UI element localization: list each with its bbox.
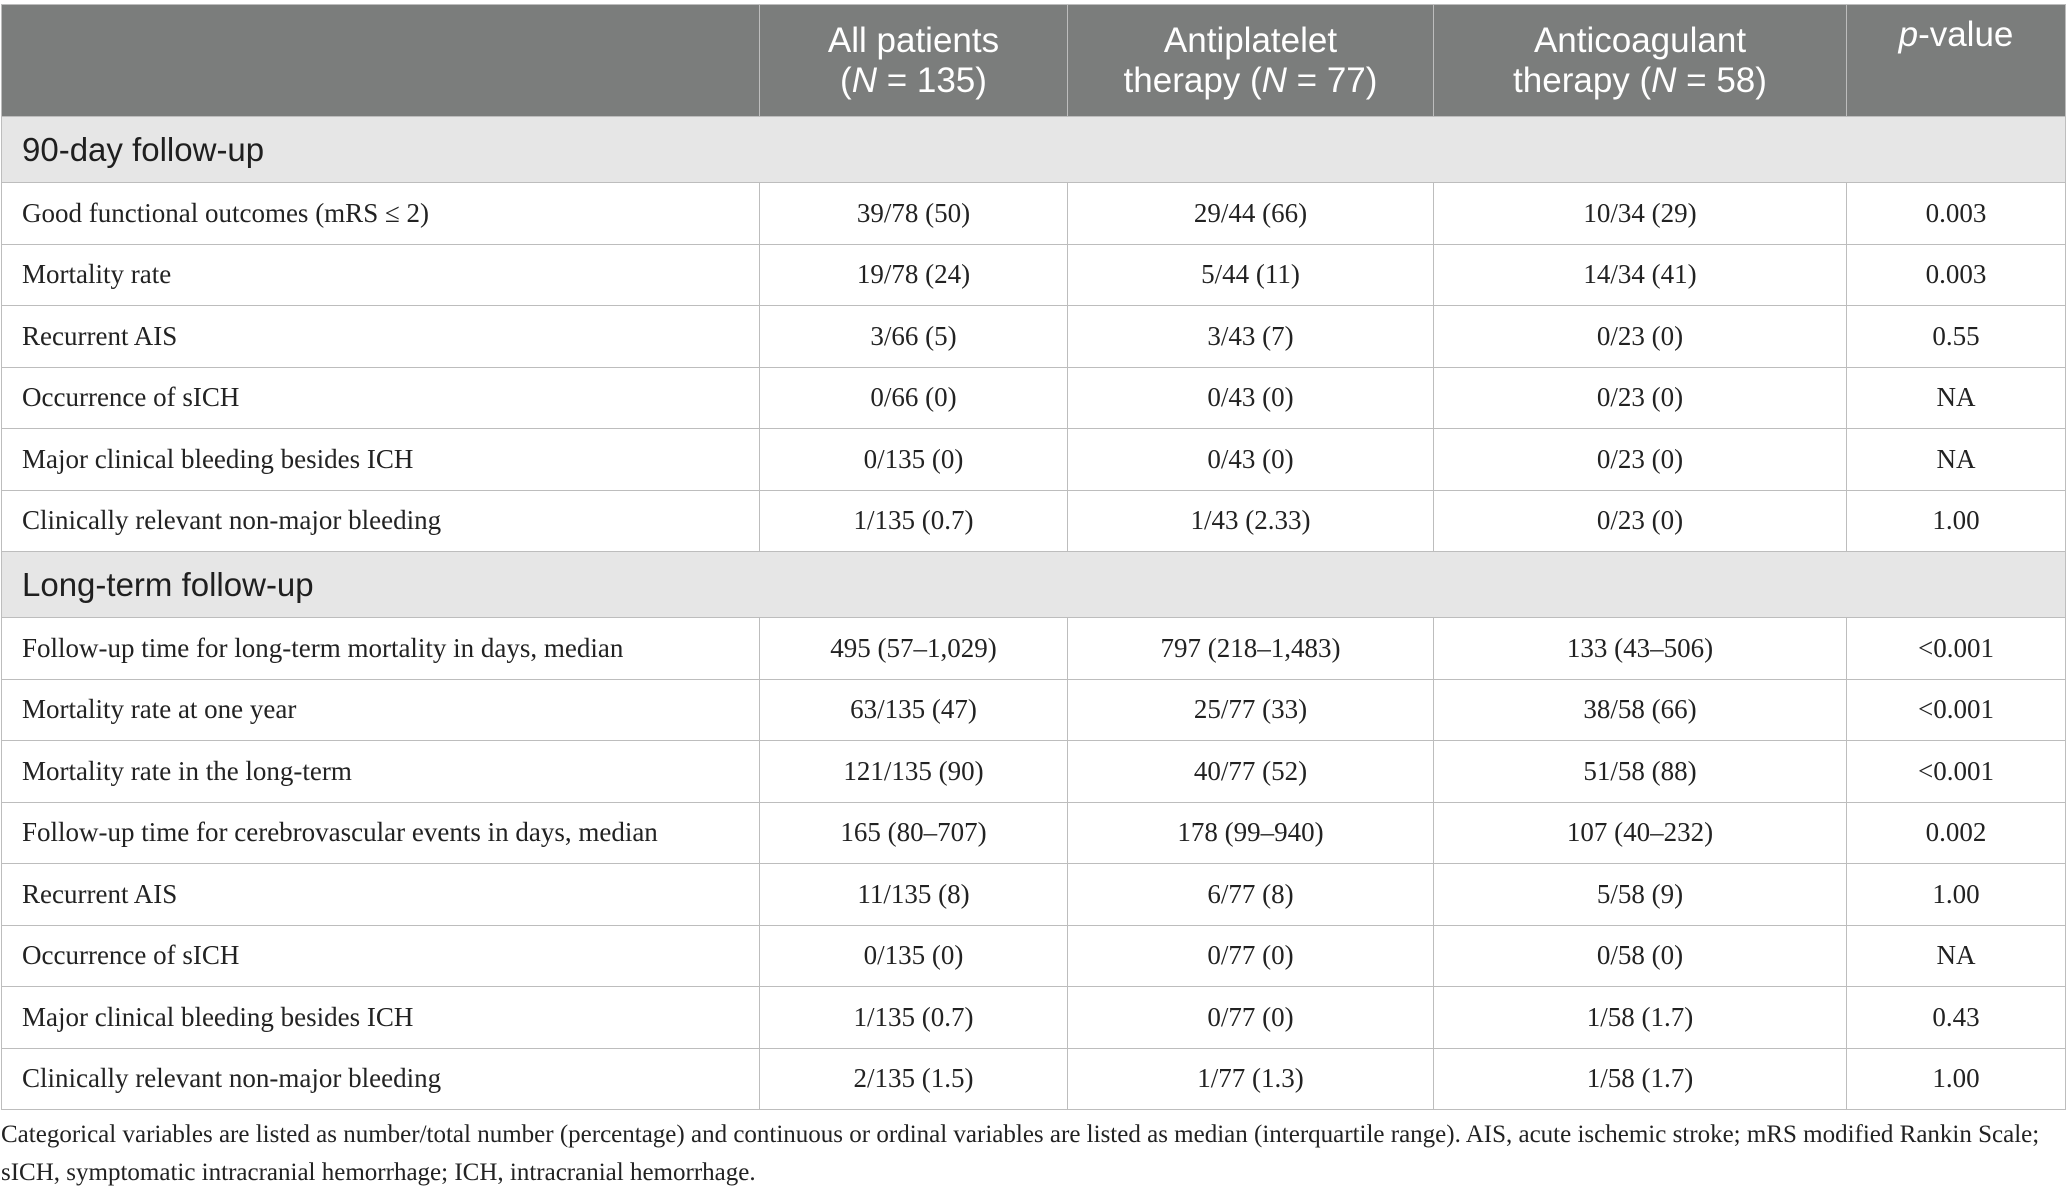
header-anticoagulant — [1434, 5, 1847, 117]
p-value-cell: NA — [1847, 367, 2066, 429]
anticoagulant-cell: 0/58 (0) — [1434, 925, 1847, 987]
p-value-cell: 0.003 — [1847, 244, 2066, 306]
all-patients-cell: 19/78 (24) — [760, 244, 1068, 306]
anticoagulant-cell: 1/58 (1.7) — [1434, 1048, 1847, 1110]
p-value-cell: 1.00 — [1847, 490, 2066, 552]
table-header — [2, 5, 2066, 117]
row-label: Mortality rate in the long-term — [2, 741, 760, 803]
all-patients-cell: 3/66 (5) — [760, 306, 1068, 368]
anticoagulant-cell: 0/23 (0) — [1434, 367, 1847, 429]
all-patients-cell: 2/135 (1.5) — [760, 1048, 1068, 1110]
row-label: Good functional outcomes (mRS ≤ 2) — [2, 183, 760, 245]
header-blank-cell — [2, 5, 760, 117]
all-patients-cell: 39/78 (50) — [760, 183, 1068, 245]
p-value-cell: 0.002 — [1847, 802, 2066, 864]
table-row — [2, 802, 2066, 864]
p-value-cell: <0.001 — [1847, 741, 2066, 803]
row-label: Mortality rate at one year — [2, 679, 760, 741]
row-label: Clinically relevant non-major bleeding — [2, 1048, 760, 1110]
row-label: Clinically relevant non-major bleeding — [2, 490, 760, 552]
antiplatelet-cell: 0/43 (0) — [1068, 367, 1434, 429]
table-row — [2, 1048, 2066, 1110]
table-row — [2, 306, 2066, 368]
anticoagulant-cell: 5/58 (9) — [1434, 864, 1847, 926]
section-header-row — [2, 552, 2066, 618]
anticoagulant-cell: 51/58 (88) — [1434, 741, 1847, 803]
p-value-cell: 1.00 — [1847, 1048, 2066, 1110]
p-value-cell: 0.003 — [1847, 183, 2066, 245]
header-anticoagulant-n-value: = 58) — [1676, 60, 1767, 100]
header-antiplatelet-n-symbol: N — [1261, 60, 1287, 100]
anticoagulant-cell: 0/23 (0) — [1434, 490, 1847, 552]
header-p-value — [1847, 5, 2066, 117]
p-value-cell: NA — [1847, 429, 2066, 491]
all-patients-cell: 1/135 (0.7) — [760, 490, 1068, 552]
header-row — [2, 5, 2066, 117]
table-footnote: Categorical variables are listed as number/total number (percentage) and continuous or ordinal variables are listed as median (interquartile range). AIS, acute ischemic stroke; mRS modified Rankin Scale; sICH, symptomatic intracranial hemorrhage; ICH, intracranial hemorrhage. — [1, 1121, 2040, 1186]
antiplatelet-cell: 178 (99–940) — [1068, 802, 1434, 864]
header-all-patients: All patients (N = 135) — [760, 5, 1068, 117]
all-patients-cell: 1/135 (0.7) — [760, 987, 1068, 1049]
table-row — [2, 244, 2066, 306]
p-value-cell: <0.001 — [1847, 679, 2066, 741]
all-patients-cell: 165 (80–707) — [760, 802, 1068, 864]
antiplatelet-cell: 0/77 (0) — [1068, 925, 1434, 987]
row-label: Occurrence of sICH — [2, 925, 760, 987]
antiplatelet-cell: 5/44 (11) — [1068, 244, 1434, 306]
row-label: Follow-up time for long-term mortality in days, median — [2, 618, 760, 680]
all-patients-cell: 0/135 (0) — [760, 429, 1068, 491]
p-value-cell: 0.55 — [1847, 306, 2066, 368]
all-patients-cell: 63/135 (47) — [760, 679, 1068, 741]
table-row — [2, 925, 2066, 987]
row-label: Major clinical bleeding besides ICH — [2, 987, 760, 1049]
all-patients-cell: 0/66 (0) — [760, 367, 1068, 429]
header-p-rest: -value — [1918, 15, 2014, 54]
header-antiplatelet — [1068, 5, 1434, 117]
table-row — [2, 490, 2066, 552]
table-row — [2, 367, 2066, 429]
header-antiplatelet-line2-prefix: therapy ( — [1123, 60, 1262, 100]
table-row — [2, 618, 2066, 680]
antiplatelet-cell: 0/77 (0) — [1068, 987, 1434, 1049]
table-row — [2, 429, 2066, 491]
table-body — [2, 117, 2066, 1110]
anticoagulant-cell: 10/34 (29) — [1434, 183, 1847, 245]
anticoagulant-cell: 0/23 (0) — [1434, 306, 1847, 368]
header-antiplatelet-line1: Antiplatelet — [1163, 20, 1338, 60]
all-patients-cell: 121/135 (90) — [760, 741, 1068, 803]
antiplatelet-cell: 6/77 (8) — [1068, 864, 1434, 926]
antiplatelet-cell: 1/77 (1.3) — [1068, 1048, 1434, 1110]
row-label: Occurrence of sICH — [2, 367, 760, 429]
section-title: 90-day follow-up — [2, 117, 2066, 183]
p-value-cell: NA — [1847, 925, 2066, 987]
row-label: Major clinical bleeding besides ICH — [2, 429, 760, 491]
anticoagulant-cell: 0/23 (0) — [1434, 429, 1847, 491]
antiplatelet-cell: 0/43 (0) — [1068, 429, 1434, 491]
table-row — [2, 741, 2066, 803]
table-row — [2, 679, 2066, 741]
row-label: Follow-up time for cerebrovascular events in days, median — [2, 802, 760, 864]
header-anticoagulant-line2-prefix: therapy ( — [1513, 60, 1652, 100]
table-row — [2, 864, 2066, 926]
section-header-row — [2, 117, 2066, 183]
antiplatelet-cell: 25/77 (33) — [1068, 679, 1434, 741]
row-label: Recurrent AIS — [2, 306, 760, 368]
antiplatelet-cell: 797 (218–1,483) — [1068, 618, 1434, 680]
anticoagulant-cell: 107 (40–232) — [1434, 802, 1847, 864]
header-all-patients-n-symbol: N — [851, 60, 877, 100]
row-label: Recurrent AIS — [2, 864, 760, 926]
antiplatelet-cell: 29/44 (66) — [1068, 183, 1434, 245]
antiplatelet-cell: 3/43 (7) — [1068, 306, 1434, 368]
p-value-cell: 1.00 — [1847, 864, 2066, 926]
p-value-cell: <0.001 — [1847, 618, 2066, 680]
anticoagulant-cell: 133 (43–506) — [1434, 618, 1847, 680]
header-anticoagulant-n-symbol: N — [1651, 60, 1677, 100]
all-patients-cell: 0/135 (0) — [760, 925, 1068, 987]
table-row — [2, 183, 2066, 245]
antiplatelet-cell: 1/43 (2.33) — [1068, 490, 1434, 552]
results-table — [1, 4, 2066, 1110]
header-all-patients-n-value: = 135) — [876, 60, 987, 100]
section-title: Long-term follow-up — [2, 552, 2066, 618]
antiplatelet-cell: 40/77 (52) — [1068, 741, 1434, 803]
all-patients-cell: 11/135 (8) — [760, 864, 1068, 926]
all-patients-cell: 495 (57–1,029) — [760, 618, 1068, 680]
header-anticoagulant-line1: Anticoagulant — [1533, 20, 1747, 60]
anticoagulant-cell: 38/58 (66) — [1434, 679, 1847, 741]
anticoagulant-cell: 1/58 (1.7) — [1434, 987, 1847, 1049]
anticoagulant-cell: 14/34 (41) — [1434, 244, 1847, 306]
header-antiplatelet-n-value: = 77) — [1286, 60, 1378, 100]
row-label: Mortality rate — [2, 244, 760, 306]
header-p-symbol: p — [1898, 15, 1919, 54]
table-row — [2, 987, 2066, 1049]
header-all-patients-line1: All patients — [827, 20, 1000, 60]
p-value-cell: 0.43 — [1847, 987, 2066, 1049]
